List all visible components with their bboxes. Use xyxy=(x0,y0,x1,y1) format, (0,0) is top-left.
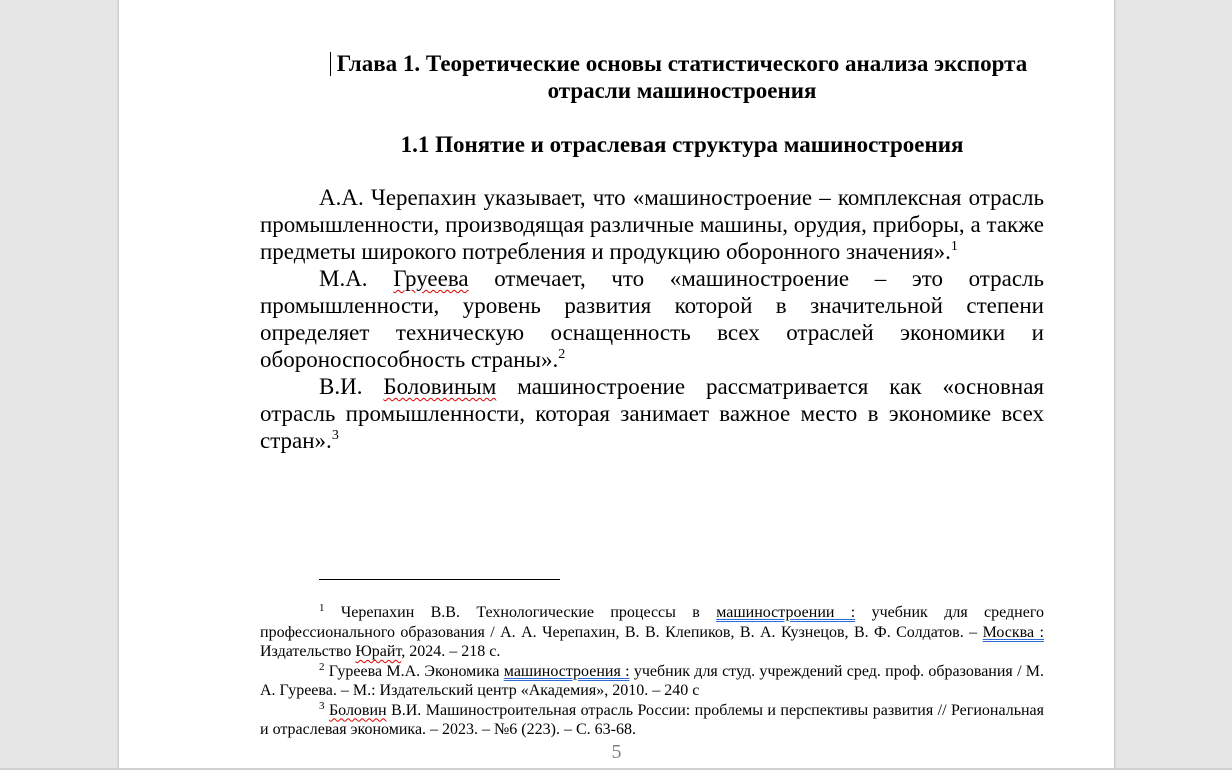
footnote-text: Гуреева М.А. Экономика xyxy=(324,662,504,680)
spelling-error[interactable]: Юрайт xyxy=(355,643,402,660)
footnote-text: Черепахин В.В. Технологические процессы в xyxy=(324,604,717,621)
chapter-title-text: Глава 1. Теоретические основы статистического анализа экспорта отрасли машиностроения xyxy=(336,51,1028,103)
paragraph-1 xyxy=(260,184,1044,265)
footnote-text: В.И. Машиностроительная отрасль России: проблемы и перспективы развития // Региональная и отраслевая экономика. – 2023. – №6 (223). – С. 63-68. xyxy=(260,701,1045,738)
grammar-flag[interactable]: Москва : xyxy=(982,623,1044,641)
author-initials: М.А. xyxy=(319,266,368,291)
body-text xyxy=(260,184,1044,454)
document-page[interactable] xyxy=(118,0,1115,768)
footnote-number: 2 xyxy=(319,660,325,673)
footnote-number: 3 xyxy=(319,699,325,712)
footnote-ref[interactable]: 1 xyxy=(950,239,958,254)
paragraph-2 xyxy=(260,265,1044,373)
footnote-ref[interactable]: 3 xyxy=(331,428,339,443)
grammar-flag[interactable]: машиностроении : xyxy=(716,604,856,621)
footnote-separator xyxy=(319,579,560,580)
footnotes xyxy=(260,603,1044,740)
footnote-3 xyxy=(260,701,1044,740)
footnote-text: , 2024. – 218 с. xyxy=(401,643,501,660)
page-number: 5 xyxy=(611,741,622,763)
spelling-error[interactable]: Боловиным xyxy=(383,374,497,399)
paragraph-3 xyxy=(260,373,1044,454)
spelling-error[interactable]: Груеева xyxy=(393,266,469,291)
footnote-ref[interactable]: 2 xyxy=(558,347,566,362)
paragraph-text: отмечает, что «машиностроение – это отрасль промышленности, уровень развития которой в значительной степени определяет техническую оснащенность всех отраслей экономики и обороноспособность страны». xyxy=(260,266,1044,372)
footnote-number: 1 xyxy=(319,602,325,614)
footnote-text: Издательство xyxy=(260,643,356,660)
footnote-text: учебник для студ. учреждений сред. проф. образования / М. А. Гуреева. – М.: Издательский центр «Академия», 2010. – 240 с xyxy=(260,662,1045,699)
text-cursor xyxy=(330,52,331,76)
paragraph-text: машиностроение рассматривается как «основная отрасль промышленности, которая занимает важное место в экономике всех стран». xyxy=(260,374,1044,453)
footnote-1 xyxy=(260,603,1044,662)
chapter-title xyxy=(260,50,1044,104)
section-title: 1.1 Понятие и отраслевая структура машиностроения xyxy=(400,132,964,157)
paragraph-text: А.А. Черепахин указывает, что «машиностроение – комплексная отрасль промышленности, производящая различные машины, орудия, приборы, а также предметы широкого потребления и продукцию оборонного значения». xyxy=(260,185,1044,264)
author-initials: В.И. xyxy=(319,374,363,399)
page-content xyxy=(260,50,1044,454)
footnote-2 xyxy=(260,662,1044,701)
footnote-text: учебник для среднего профессионального образования / А. А. Черепахин, В. В. Клепиков, В. А. Кузнецов, В. Ф. Солдатов. – xyxy=(260,604,1045,641)
spelling-error[interactable]: Боловин xyxy=(328,701,387,719)
grammar-flag[interactable]: машиностроения : xyxy=(503,662,630,680)
